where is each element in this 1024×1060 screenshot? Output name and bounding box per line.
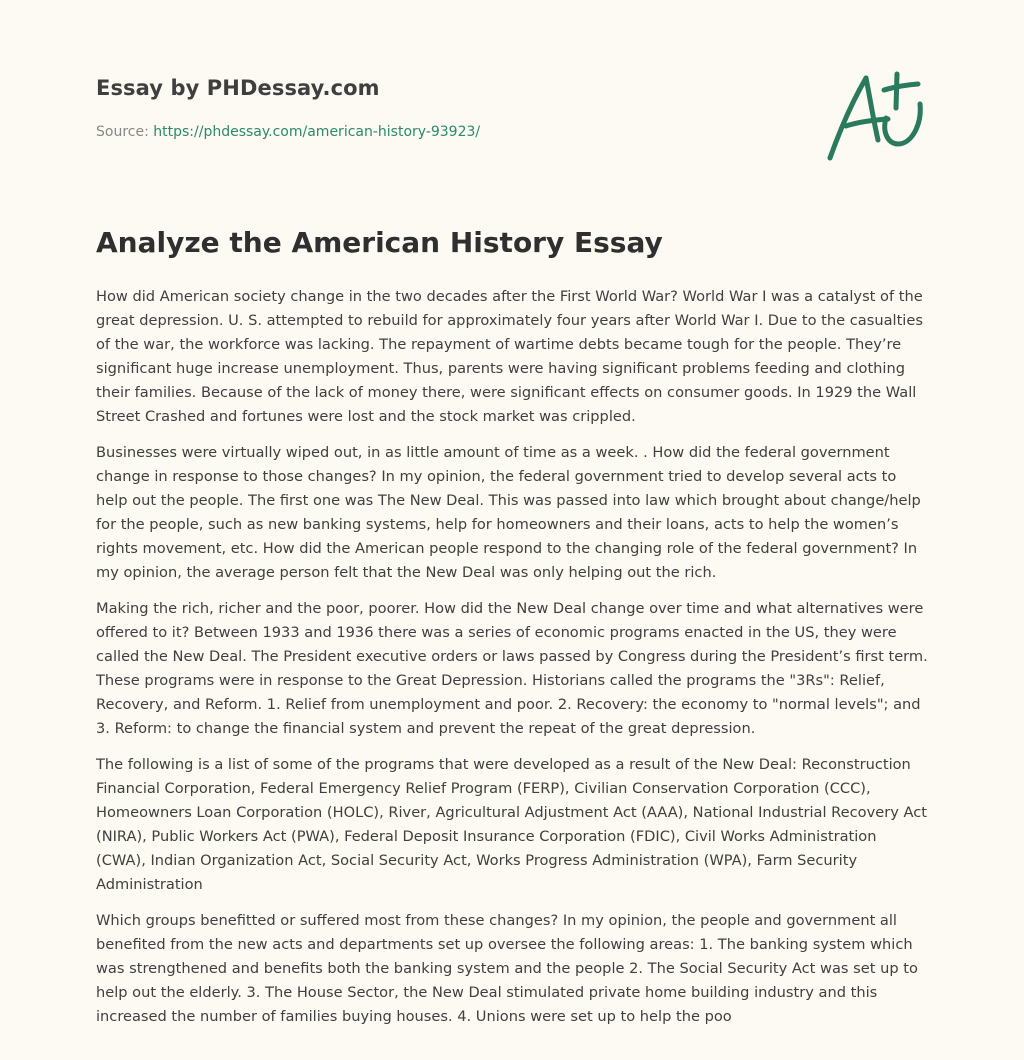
essay-paragraph: The following is a list of some of the programs that were developed as a result of the New Deal: Reconstruction Financial Corporation, Federal Emergency Relief Program (FERP), Civilian Conservation Corporation (CCC), Homeowners Loan Corporation (HOLC), River, Agricultural Adjustment Act (AAA), National Industrial Recovery Act (NIRA), Public Workers Act (PWA), Federal Deposit Insurance Corporation (FDIC), Civil Works Administration (CWA), Indian Organization Act, Social Security Act, Works Progress Administration (WPA), Farm Security Administration: [96, 756, 927, 893]
brand-title: Essay by PHDessay.com: [96, 76, 380, 100]
a-plus-logo-icon: [826, 68, 926, 164]
source-line: [96, 124, 480, 140]
essay-paragraph: Which groups benefitted or suffered most from these changes? In my opinion, the people and government all benefited from the new acts and departments set up oversee the following areas: 1. The banking system which was strengthened and benefits both the banking system and the people 2. The Social Security Act was set up to help out the elderly. 3. The House Sector, the New Deal stimulated private home building industry and this increased the number of families buying houses. 4. Unions were set up to help the poo: [96, 912, 918, 1025]
source-link[interactable]: https://phdessay.com/american-history-93923/: [153, 124, 481, 140]
essay-title: Analyze the American History Essay: [96, 226, 663, 259]
essay-paragraph: Making the rich, richer and the poor, poorer. How did the New Deal change over time and what alternatives were offered to it? Between 1933 and 1936 there was a series of economic programs enacted in the US, they were called the New Deal. The President executive orders or laws passed by Congress during the President’s first term. These programs were in response to the Great Depression. Historians called the programs the "3Rs": Relief, Recovery, and Reform. 1. Relief from unemployment and poor. 2. Recovery: the economy to "normal levels"; and 3. Reform: to change the financial system and prevent the repeat of the great depression.: [96, 600, 928, 737]
source-label: Source:: [96, 124, 154, 140]
essay-paragraph: Businesses were virtually wiped out, in as little amount of time as a week. . How did the federal government change in response to those changes? In my opinion, the federal government tried to develop several acts to help out the people. The first one was The New Deal. This was passed into law which brought about change/help for the people, such as new banking systems, help for homeowners and their loans, acts to help the women’s rights movement, etc. How did the American people respond to the changing role of the federal government? In my opinion, the average person felt that the New Deal was only helping out the rich.: [96, 444, 921, 581]
essay-body: [96, 285, 930, 1041]
essay-paragraph: How did American society change in the two decades after the First World War? World War I was a catalyst of the great depression. U. S. attempted to rebuild for approximately four years after World War I. Due to the casualties of the war, the workforce was lacking. The repayment of wartime debts became tough for the people. They’re significant huge increase unemployment. Thus, parents were having significant problems feeding and clothing their families. Because of the lack of money there, were significant effects on consumer goods. In 1929 the Wall Street Crashed and fortunes were lost and the stock market was crippled.: [96, 288, 923, 425]
